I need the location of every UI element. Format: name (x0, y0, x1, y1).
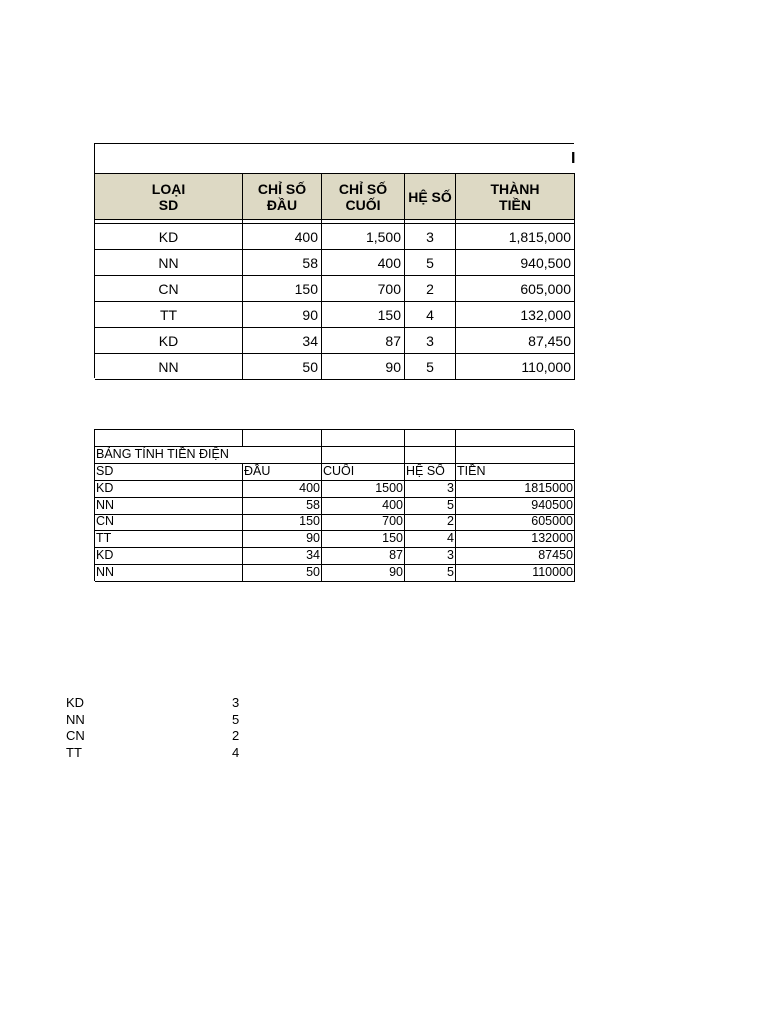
table-cell[interactable]: 605,000 (456, 276, 575, 302)
table-cell[interactable]: NN (95, 250, 243, 276)
table-cell[interactable]: 87 (322, 548, 405, 565)
column-header: LOẠI SD (95, 174, 243, 220)
lookup-coefficient[interactable]: 5 (232, 711, 240, 727)
table-cell[interactable]: 90 (322, 565, 405, 582)
table-cell[interactable]: 34 (243, 548, 322, 565)
table-cell[interactable]: 1,815,000 (456, 224, 575, 250)
table-cell[interactable]: 400 (243, 224, 322, 250)
table-cell[interactable]: 150 (322, 531, 405, 548)
column-header: CHỈ SỐ ĐẦU (243, 174, 322, 220)
table-cell[interactable]: 132000 (456, 531, 575, 548)
empty-cell[interactable] (322, 430, 405, 447)
table-cell[interactable]: CN (95, 276, 243, 302)
empty-cell[interactable] (405, 430, 456, 447)
table-title-row (95, 144, 575, 174)
empty-cell[interactable] (95, 430, 243, 447)
table-cell[interactable]: 400 (322, 250, 405, 276)
table-cell[interactable]: 3 (405, 328, 456, 354)
table-cell[interactable]: 110,000 (456, 354, 575, 380)
table-cell[interactable]: 150 (243, 514, 322, 531)
table-cell[interactable]: 940500 (456, 498, 575, 515)
table-cell[interactable]: KD (95, 481, 243, 498)
column-header[interactable]: TIỀN (456, 464, 575, 481)
raw-calculation-table (94, 429, 574, 581)
table-cell[interactable]: 2 (405, 514, 456, 531)
empty-cell[interactable] (243, 447, 322, 464)
table-cell[interactable]: 3 (405, 548, 456, 565)
empty-cell[interactable] (322, 447, 405, 464)
empty-cell[interactable] (405, 447, 456, 464)
table-cell[interactable]: NN (95, 565, 243, 582)
column-header: HỆ SỐ (405, 174, 456, 220)
table-cell[interactable]: 1815000 (456, 481, 575, 498)
table-cell[interactable]: 50 (243, 565, 322, 582)
table-cell[interactable]: 87450 (456, 548, 575, 565)
table-cell[interactable]: 34 (243, 328, 322, 354)
table-cell[interactable]: 400 (322, 498, 405, 515)
table-cell[interactable]: 400 (243, 481, 322, 498)
lookup-code[interactable]: NN (66, 711, 85, 727)
column-header[interactable]: ĐẦU (243, 464, 322, 481)
table-cell[interactable]: 605000 (456, 514, 575, 531)
table-cell[interactable]: KD (95, 224, 243, 250)
table-cell[interactable]: 940,500 (456, 250, 575, 276)
table-cell[interactable]: KD (95, 328, 243, 354)
table-cell[interactable]: 132,000 (456, 302, 575, 328)
lookup-code[interactable]: CN (66, 728, 85, 744)
table-cell[interactable]: CN (95, 514, 243, 531)
table-cell[interactable]: 1500 (322, 481, 405, 498)
table-cell[interactable]: 58 (243, 498, 322, 515)
table-cell[interactable]: 5 (405, 354, 456, 380)
table-cell[interactable]: 5 (405, 565, 456, 582)
table-title-fragment: I (571, 150, 576, 167)
table-cell[interactable]: 700 (322, 514, 405, 531)
table-cell[interactable]: KD (95, 548, 243, 565)
table-cell[interactable]: 150 (322, 302, 405, 328)
sheet-title[interactable]: BẢNG TÍNH TIỀN ĐIỆN (95, 447, 243, 464)
lookup-coefficient[interactable]: 3 (232, 695, 240, 710)
empty-cell[interactable] (456, 447, 575, 464)
table-cell[interactable]: 3 (405, 481, 456, 498)
electricity-bill-table (94, 143, 574, 378)
table-cell[interactable]: 5 (405, 498, 456, 515)
table-cell[interactable]: 87,450 (456, 328, 575, 354)
table-cell[interactable]: NN (95, 354, 243, 380)
table-cell[interactable]: 5 (405, 250, 456, 276)
table-cell[interactable]: 87 (322, 328, 405, 354)
empty-cell[interactable] (456, 430, 575, 447)
table-cell[interactable]: 50 (243, 354, 322, 380)
column-header: CHỈ SỐ CUỐI (322, 174, 405, 220)
table-cell[interactable]: 4 (405, 302, 456, 328)
table-cell[interactable]: 150 (243, 276, 322, 302)
empty-cell[interactable] (243, 430, 322, 447)
table-cell[interactable]: 4 (405, 531, 456, 548)
lookup-code[interactable]: KD (66, 695, 85, 710)
table-cell[interactable]: 3 (405, 224, 456, 250)
table-cell[interactable]: 1,500 (322, 224, 405, 250)
table-cell[interactable]: 90 (243, 302, 322, 328)
column-header[interactable]: CUỐI (322, 464, 405, 481)
table-cell[interactable]: 2 (405, 276, 456, 302)
table-cell[interactable]: NN (95, 498, 243, 515)
column-header: THÀNH TIỀN (456, 174, 575, 220)
table-cell[interactable]: 90 (243, 531, 322, 548)
lookup-code[interactable]: TT (66, 745, 82, 761)
table-cell[interactable]: 58 (243, 250, 322, 276)
table-cell[interactable]: 90 (322, 354, 405, 380)
table-cell[interactable]: 110000 (456, 565, 575, 582)
column-header[interactable]: HỆ SỐ (405, 464, 456, 481)
table-cell[interactable]: TT (95, 531, 243, 548)
lookup-coefficient[interactable]: 2 (232, 728, 240, 744)
lookup-coefficient[interactable]: 4 (232, 745, 240, 761)
column-header[interactable]: SD (95, 464, 243, 481)
table-cell[interactable]: TT (95, 302, 243, 328)
table-cell[interactable]: 700 (322, 276, 405, 302)
